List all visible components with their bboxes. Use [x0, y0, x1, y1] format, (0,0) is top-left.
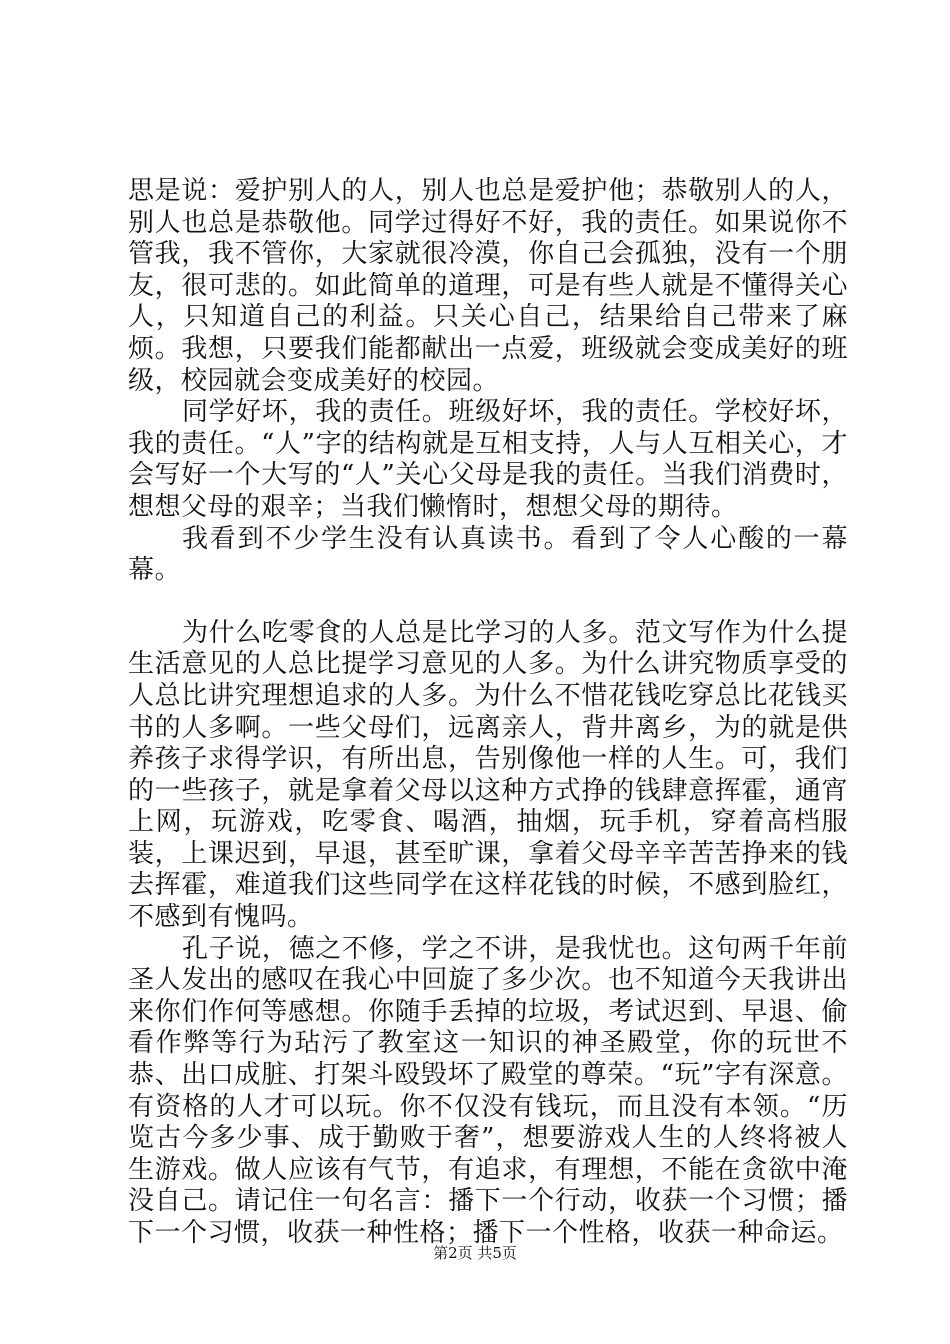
document-body: [128, 176, 848, 1250]
paragraph-1: 思是说：爱护别人的人，别人也总是爱护他；恭敬别人的人，别人也总是恭敬他。同学过得好不好，我的责任。如果说你不管我，我不管你，大家就很冷漠，你自己会孤独，没有一个朋友，很可悲的。如此简单的道理，可是有些人就是不懂得关心人，只知道自己的利益。只关心自己，结果给自己带来了麻烦。我想，只要我们能都献出一点爱，班级就会变成美好的班级，校园就会变成美好的校园。: [128, 176, 848, 396]
paragraph-2: 同学好坏，我的责任。班级好坏，我的责任。学校好坏，我的责任。“人”字的结构就是互相支持，人与人互相关心，才会写好一个大写的“人”关心父母是我的责任。当我们消费时，想想父母的艰辛；当我们懒惰时，想想父母的期待。: [128, 397, 848, 522]
paragraph-4: 为什么吃零食的人总是比学习的人多。范文写作为什么提生活意见的人总比提学习意见的人多。为什么讲究物质享受的人总比讲究理想追求的人多。为什么不惜花钱吃穿总比花钱买书的人多啊。一些父母们，远离亲人，背井离乡，为的就是供养孩子求得学识，有所出息，告别像他一样的人生。可，我们的一些孩子，就是拿着父母以这种方式挣的钱肆意挥霍，通宵上网，玩游戏，吃零食、喝酒，抽烟，玩手机，穿着高档服装，上课迟到，早退，甚至旷课，拿着父母辛辛苦苦挣来的钱去挥霍，难道我们这些同学在这样花钱的时候，不感到脸红，不感到有愧吗。: [128, 617, 848, 933]
page-number-footer: 第2页 共5页: [433, 1244, 517, 1262]
paragraph-3: 我看到不少学生没有认真读书。看到了令人心酸的一幕幕。: [128, 523, 848, 586]
paragraph-5: 孔子说，德之不修，学之不讲，是我忧也。这句两千年前圣人发出的感叹在我心中回旋了多少次。也不知道今天我讲出来你们作何等感想。你随手丢掉的垃圾，考试迟到、早退、偷看作弊等行为玷污了教室这一知识的神圣殿堂，你的玩世不恭、出口成脏、打架斗殴毁坏了殿堂的尊荣。“玩”字有深意。有资格的人才可以玩。你不仅没有钱玩，而且没有本领。“历览古今多少事、成于勤败于奢”，想要游戏人生的人终将被人生游戏。做人应该有气节，有追求，有理想，不能在贪欲中淹没自己。请记住一句名言：播下一个行动，收获一个习惯；播下一个习惯，收获一种性格；播下一个性格，收获一种命运。: [128, 933, 848, 1248]
